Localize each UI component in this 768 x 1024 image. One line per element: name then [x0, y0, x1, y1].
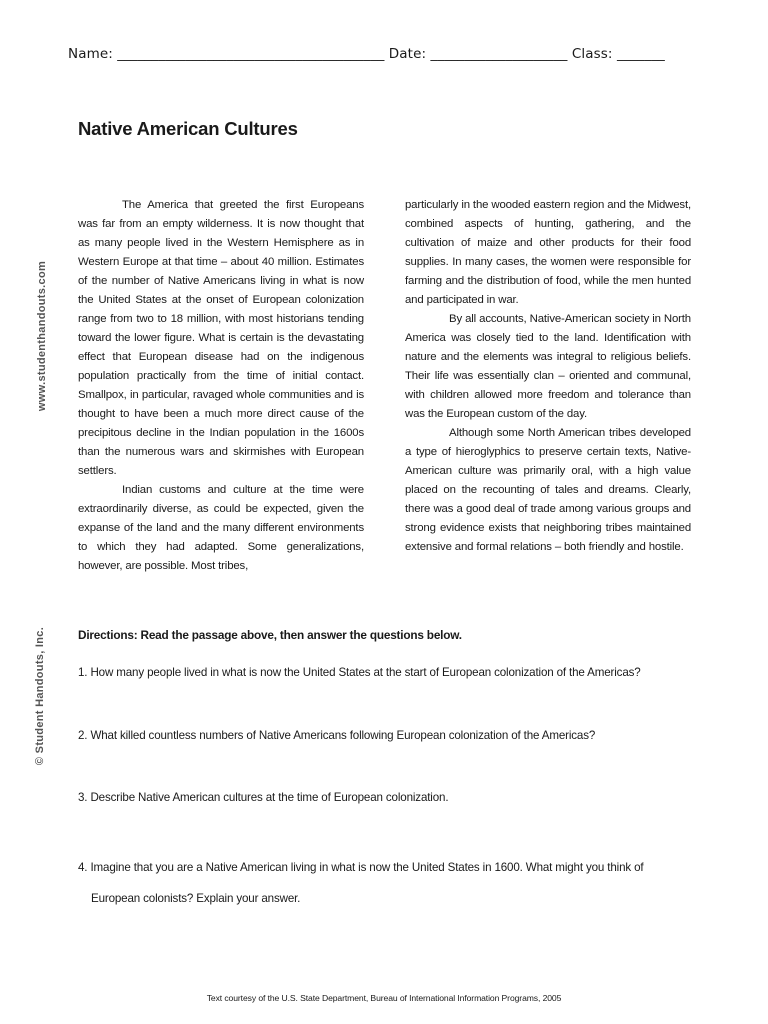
directions-heading: Directions: Read the passage above, then answer the questions below.: [78, 628, 462, 642]
copyright-watermark: © Student Handouts, Inc.: [34, 626, 46, 766]
question-4: [78, 852, 700, 914]
website-watermark: www.studenthandouts.com: [36, 260, 48, 412]
passage-paragraph: By all accounts, Native-American society in North America was closely tied to the land. Identification with nature and the elements was integral to religious beliefs. Their life was essentially clan – oriented and communal, with children allowed more freedom and tolerance than was the European custom of the day.: [405, 313, 691, 420]
page-title: Native American Cultures: [78, 118, 298, 139]
passage-left-column: [78, 196, 364, 576]
question-3: 3. Describe Native American cultures at the time of European colonization.: [78, 791, 449, 804]
question-4-line-2: European colonists? Explain your answer.: [91, 892, 301, 905]
source-credit: Text courtesy of the U.S. State Department, Bureau of International Information Programs, 2005: [206, 993, 562, 1003]
passage-paragraph-continuation: particularly in the wooded eastern region and the Midwest, combined aspects of hunting, gathering, and the cultivation of maize and other products for their food supplies. In many cases, the women were responsible for farming and the distribution of food, while the men hunted and participated in war.: [405, 199, 691, 306]
student-info-line: Name: _______________________________________ Date: ____________________ Class: _______: [68, 46, 665, 62]
question-1: 1. How many people lived in what is now the United States at the start of European colonization of the Americas?: [78, 666, 641, 679]
passage-paragraph: Indian customs and culture at the time were extraordinarily diverse, as could be expected, given the expanse of the land and the many different environments to which they had adapted. Some generalizations, however, are possible. Most tribes,: [78, 484, 364, 572]
passage-paragraph: The America that greeted the first Europeans was far from an empty wilderness. It is now thought that as many people lived in the Western Hemisphere as in Western Europe at that time – about 40 million. Estimates of the number of Native Americans living in what is now the United States at the onset of European colonization range from two to 18 million, with most historians tending toward the lower figure. What is certain is the devastating effect that European disease had on the indigenous population practically from the time of initial contact. Smallpox, in particular, ravaged whole communities and is thought to have been a much more direct cause of the precipitous decline in the Indian population in the 1600s than the numerous wars and skirmishes with European settlers.: [78, 199, 364, 477]
passage-paragraph: Although some North American tribes developed a type of hieroglyphics to preserve certain texts, Native-American culture was primarily oral, with a high value placed on the recounting of tales and dreams. Clearly, there was a good deal of trade among various groups and strong evidence exists that neighboring tribes maintained extensive and formal relations – both friendly and hostile.: [405, 427, 691, 553]
question-4-line-1: 4. Imagine that you are a Native American living in what is now the United States in 1600. What might you think of: [78, 861, 644, 874]
passage-right-column: [405, 196, 691, 557]
question-2: 2. What killed countless numbers of Native Americans following European colonization of the Americas?: [78, 729, 596, 742]
